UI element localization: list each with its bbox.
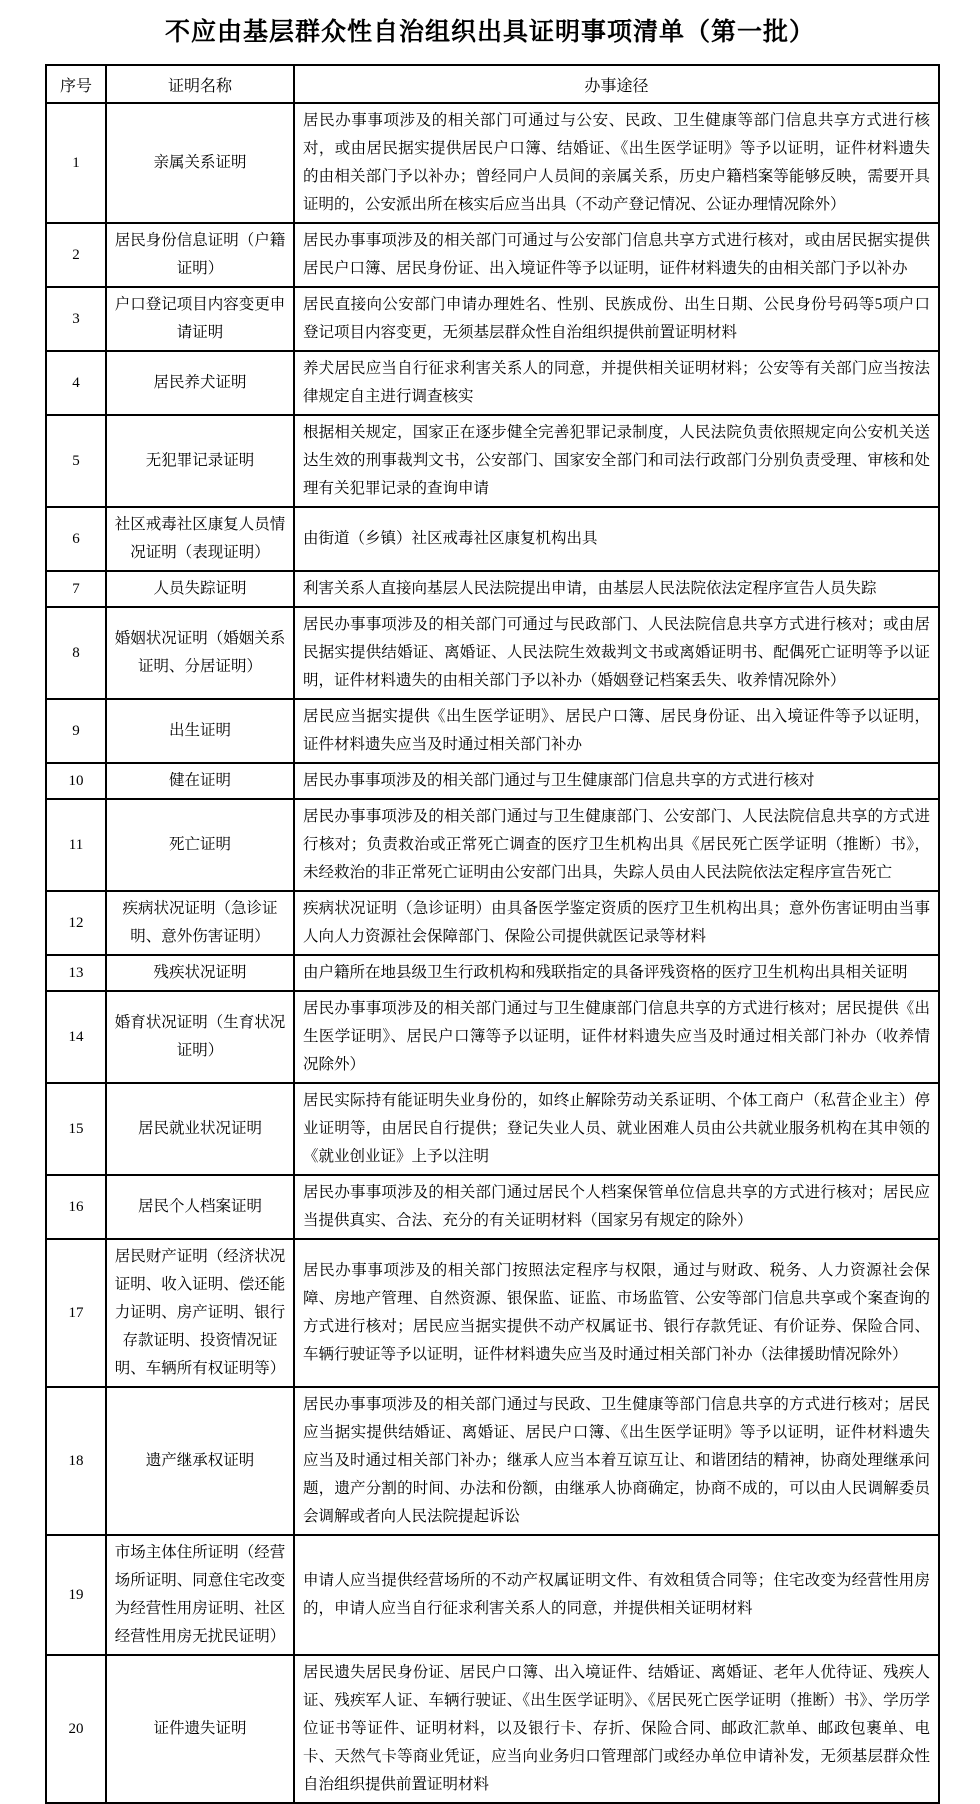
certificate-name-cell: 居民个人档案证明 [106, 1175, 294, 1239]
table-row [46, 699, 939, 763]
handling-path-cell: 居民办事事项涉及的相关部门通过与卫生健康部门、公安部门、人民法院信息共享的方式进行核对；负责救治或正常死亡调查的医疗卫生机构出具《居民死亡医学证明（推断）书》，未经救治的非正常死亡证明由公安部门出具，失踪人员由人民法院依法定程序宣告死亡 [294, 799, 939, 891]
page-title: 不应由基层群众性自治组织出具证明事项清单（第一批） [164, 19, 815, 46]
row-number-cell: 13 [46, 955, 106, 991]
certificate-name-cell: 人员失踪证明 [106, 571, 294, 607]
row-number-cell: 15 [46, 1083, 106, 1175]
row-number-cell: 11 [46, 799, 106, 891]
handling-path-cell: 居民直接向公安部门申请办理姓名、性别、民族成份、出生日期、公民身份号码等5项户口登记项目内容变更，无须基层群众性自治组织提供前置证明材料 [294, 287, 939, 351]
table-row [46, 1535, 939, 1655]
row-number-cell: 14 [46, 991, 106, 1083]
row-number-cell: 12 [46, 891, 106, 955]
certificate-name-cell: 居民财产证明（经济状况证明、收入证明、偿还能力证明、房产证明、银行存款证明、投资情况证明、车辆所有权证明等） [106, 1239, 294, 1387]
handling-path-cell: 居民办事事项涉及的相关部门通过与卫生健康部门信息共享的方式进行核对 [294, 763, 939, 799]
row-number-cell: 2 [46, 223, 106, 287]
handling-path-cell: 居民办事事项涉及的相关部门可通过与公安部门信息共享方式进行核对，或由居民据实提供居民户口簿、居民身份证、出入境证件等予以证明，证件材料遗失的由相关部门予以补办 [294, 223, 939, 287]
certificate-list-table [45, 64, 940, 1804]
certificate-name-cell: 婚育状况证明（生育状况证明） [106, 991, 294, 1083]
table-row [46, 223, 939, 287]
row-number-cell: 10 [46, 763, 106, 799]
handling-path-cell: 根据相关规定，国家正在逐步健全完善犯罪记录制度，人民法院负责依照规定向公安机关送达生效的刑事裁判文书，公安部门、国家安全部门和司法行政部门分别负责受理、审核和处理有关犯罪记录的查询申请 [294, 415, 939, 507]
header-handling-path: 办事途径 [294, 65, 939, 103]
row-number-cell: 6 [46, 507, 106, 571]
row-number-cell: 9 [46, 699, 106, 763]
handling-path-cell: 居民实际持有能证明失业身份的，如终止解除劳动关系证明、个体工商户（私营企业主）停业证明等，由居民自行提供；登记失业人员、就业困难人员由公共就业服务机构在其申领的《就业创业证》上予以注明 [294, 1083, 939, 1175]
handling-path-cell: 居民办事事项涉及的相关部门通过与卫生健康部门信息共享的方式进行核对；居民提供《出生医学证明》、居民户口簿等予以证明，证件材料遗失应当及时通过相关部门补办（收养情况除外） [294, 991, 939, 1083]
certificate-name-cell: 户口登记项目内容变更申请证明 [106, 287, 294, 351]
handling-path-cell: 利害关系人直接向基层人民法院提出申请，由基层人民法院依法定程序宣告人员失踪 [294, 571, 939, 607]
certificate-name-cell: 亲属关系证明 [106, 103, 294, 223]
handling-path-cell: 居民办事事项涉及的相关部门通过与民政、卫生健康等部门信息共享的方式进行核对；居民应当据实提供结婚证、离婚证、居民户口簿、《出生医学证明》等予以证明，证件材料遗失应当及时通过相关部门补办；继承人应当本着互谅互让、和谐团结的精神，协商处理继承问题，遗产分割的时间、办法和份额，由继承人协商确定，协商不成的，可以由人民调解委员会调解或者向人民法院提起诉讼 [294, 1387, 939, 1535]
certificate-name-cell: 出生证明 [106, 699, 294, 763]
row-number-cell: 8 [46, 607, 106, 699]
row-number-cell: 1 [46, 103, 106, 223]
handling-path-cell: 由户籍所在地县级卫生行政机构和残联指定的具备评残资格的医疗卫生机构出具相关证明 [294, 955, 939, 991]
handling-path-cell: 居民应当据实提供《出生医学证明》、居民户口簿、居民身份证、出入境证件等予以证明，证件材料遗失应当及时通过相关部门补办 [294, 699, 939, 763]
header-certificate-name: 证明名称 [106, 65, 294, 103]
table-row [46, 1387, 939, 1535]
table-row [46, 955, 939, 991]
header-row [46, 65, 939, 103]
handling-path-cell: 养犬居民应当自行征求利害关系人的同意，并提供相关证明材料；公安等有关部门应当按法律规定自主进行调查核实 [294, 351, 939, 415]
handling-path-cell: 居民办事事项涉及的相关部门可通过与民政部门、人民法院信息共享方式进行核对；或由居民据实提供结婚证、离婚证、人民法院生效裁判文书或离婚证明书、配偶死亡证明等予以证明，证件材料遗失的由相关部门予以补办（婚姻登记档案丢失、收养情况除外） [294, 607, 939, 699]
certificate-name-cell: 疾病状况证明（急诊证明、意外伤害证明） [106, 891, 294, 955]
row-number-cell: 20 [46, 1655, 106, 1803]
handling-path-cell: 居民办事事项涉及的相关部门按照法定程序与权限，通过与财政、税务、人力资源社会保障、房地产管理、自然资源、银保监、证监、市场监管、公安等部门信息共享或个案查询的方式进行核对；居民应当据实提供不动产权属证书、银行存款凭证、有价证券、保险合同、车辆行驶证等予以证明，证件材料遗失应当及时通过相关部门补办（法律援助情况除外） [294, 1239, 939, 1387]
handling-path-cell: 由街道（乡镇）社区戒毒社区康复机构出具 [294, 507, 939, 571]
handling-path-cell: 申请人应当提供经营场所的不动产权属证明文件、有效租赁合同等；住宅改变为经营性用房的，申请人应当自行征求利害关系人的同意，并提供相关证明材料 [294, 1535, 939, 1655]
table-row [46, 891, 939, 955]
row-number-cell: 16 [46, 1175, 106, 1239]
certificate-name-cell: 健在证明 [106, 763, 294, 799]
table-body [46, 103, 939, 1803]
certificate-name-cell: 死亡证明 [106, 799, 294, 891]
table-row [46, 507, 939, 571]
certificate-name-cell: 残疾状况证明 [106, 955, 294, 991]
certificate-name-cell: 无犯罪记录证明 [106, 415, 294, 507]
handling-path-cell: 居民遗失居民身份证、居民户口簿、出入境证件、结婚证、离婚证、老年人优待证、残疾人证、残疾军人证、车辆行驶证、《出生医学证明》、《居民死亡医学证明（推断）书》、学历学位证书等证件、证明材料，以及银行卡、存折、保险合同、邮政汇款单、邮政包裹单、电卡、天然气卡等商业凭证，应当向业务归口管理部门或经办单位申请补发，无须基层群众性自治组织提供前置证明材料 [294, 1655, 939, 1803]
table-row [46, 103, 939, 223]
certificate-name-cell: 社区戒毒社区康复人员情况证明（表现证明） [106, 507, 294, 571]
row-number-cell: 5 [46, 415, 106, 507]
certificate-name-cell: 居民养犬证明 [106, 351, 294, 415]
table-row [46, 607, 939, 699]
table-row [46, 799, 939, 891]
certificate-name-cell: 婚姻状况证明（婚姻关系证明、分居证明） [106, 607, 294, 699]
table-row [46, 287, 939, 351]
certificate-name-cell: 市场主体住所证明（经营场所证明、同意住宅改变为经营性用房证明、社区经营性用房无扰民证明） [106, 1535, 294, 1655]
row-number-cell: 4 [46, 351, 106, 415]
handling-path-cell: 居民办事事项涉及的相关部门可通过与公安、民政、卫生健康等部门信息共享方式进行核对，或由居民据实提供居民户口簿、结婚证、《出生医学证明》等予以证明，证件材料遗失的由相关部门予以补办；曾经同户人员间的亲属关系，历史户籍档案等能够反映，需要开具证明的，公安派出所在核实后应当出具（不动产登记情况、公证办理情况除外） [294, 103, 939, 223]
row-number-cell: 19 [46, 1535, 106, 1655]
handling-path-cell: 居民办事事项涉及的相关部门通过居民个人档案保管单位信息共享的方式进行核对；居民应当提供真实、合法、充分的有关证明材料（国家另有规定的除外） [294, 1175, 939, 1239]
certificate-name-cell: 居民就业状况证明 [106, 1083, 294, 1175]
table-row [46, 991, 939, 1083]
row-number-cell: 7 [46, 571, 106, 607]
table-row [46, 1239, 939, 1387]
certificate-name-cell: 证件遗失证明 [106, 1655, 294, 1803]
table-row [46, 571, 939, 607]
row-number-cell: 3 [46, 287, 106, 351]
table-row [46, 1083, 939, 1175]
handling-path-cell: 疾病状况证明（急诊证明）由具备医学鉴定资质的医疗卫生机构出具；意外伤害证明由当事人向人力资源社会保障部门、保险公司提供就医记录等材料 [294, 891, 939, 955]
table-row [46, 763, 939, 799]
table-row [46, 1175, 939, 1239]
table-row [46, 415, 939, 507]
row-number-cell: 17 [46, 1239, 106, 1387]
table-header [46, 65, 939, 103]
certificate-name-cell: 遗产继承权证明 [106, 1387, 294, 1535]
header-number: 序号 [46, 65, 106, 103]
table-row [46, 351, 939, 415]
row-number-cell: 18 [46, 1387, 106, 1535]
certificate-name-cell: 居民身份信息证明（户籍证明） [106, 223, 294, 287]
table-row [46, 1655, 939, 1803]
